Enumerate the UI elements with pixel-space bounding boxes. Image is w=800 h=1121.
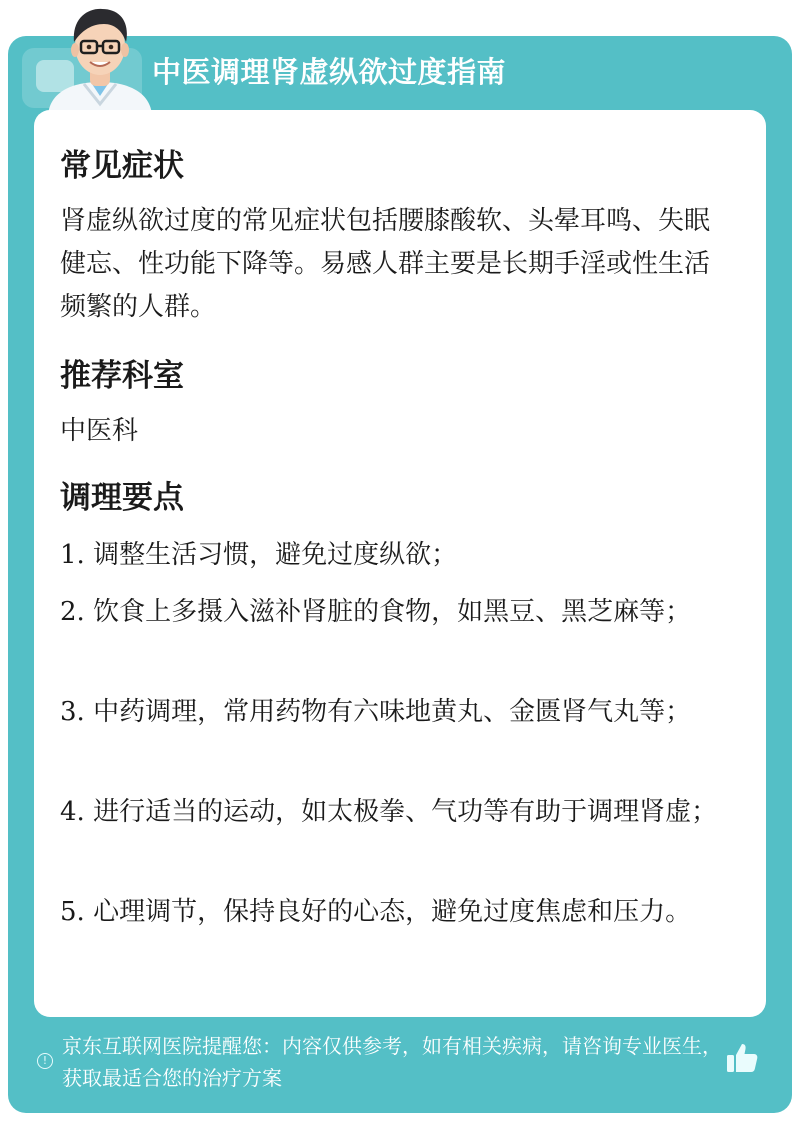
tips-title: 调理要点 (60, 480, 184, 516)
symptoms-title: 常见症状 (60, 148, 184, 184)
tip-number: 3. (60, 697, 85, 727)
tip-item (60, 534, 722, 577)
info-circle-icon: ! (37, 1053, 53, 1069)
tip-text: 饮食上多摄入滋补肾脏的食物，如黑豆、黑芝麻等； (93, 597, 692, 627)
footer-notice: 京东互联网医院提醒您：内容仅供参考，如有相关疾病，请咨询专业医生，获取最适合您的治疗方案 (62, 1034, 722, 1090)
page-title: 中医调理肾虚纵欲过度指南 (152, 55, 507, 89)
tip-number: 4. (60, 797, 85, 827)
tip-item (60, 791, 722, 834)
tip-number: 5. (60, 897, 85, 927)
tip-text: 中药调理，常用药物有六味地黄丸、金匮肾气丸等； (93, 697, 692, 727)
content-card (34, 110, 766, 1017)
tip-text: 调整生活习惯，避免过度纵欲； (93, 540, 458, 570)
tip-number: 2. (60, 597, 85, 627)
thumbs-up-icon[interactable] (724, 1040, 760, 1076)
tip-number: 1. (60, 540, 85, 570)
symptoms-text: 肾虚纵欲过度的常见症状包括腰膝酸软、头晕耳鸣、失眠健忘、性功能下降等。易感人群主要是长期手淫或性生活频繁的人群。 (60, 206, 711, 322)
tip-item (60, 691, 722, 734)
tip-item (60, 891, 722, 934)
tip-text: 心理调节，保持良好的心态，避免过度焦虑和压力。 (93, 897, 692, 927)
department-title: 推荐科室 (60, 358, 184, 394)
tip-item (60, 591, 722, 634)
doctor-avatar (40, 0, 160, 115)
tip-text: 进行适当的运动，如太极拳、气功等有助于调理肾虚； (93, 797, 718, 827)
department-text: 中医科 (60, 416, 139, 446)
